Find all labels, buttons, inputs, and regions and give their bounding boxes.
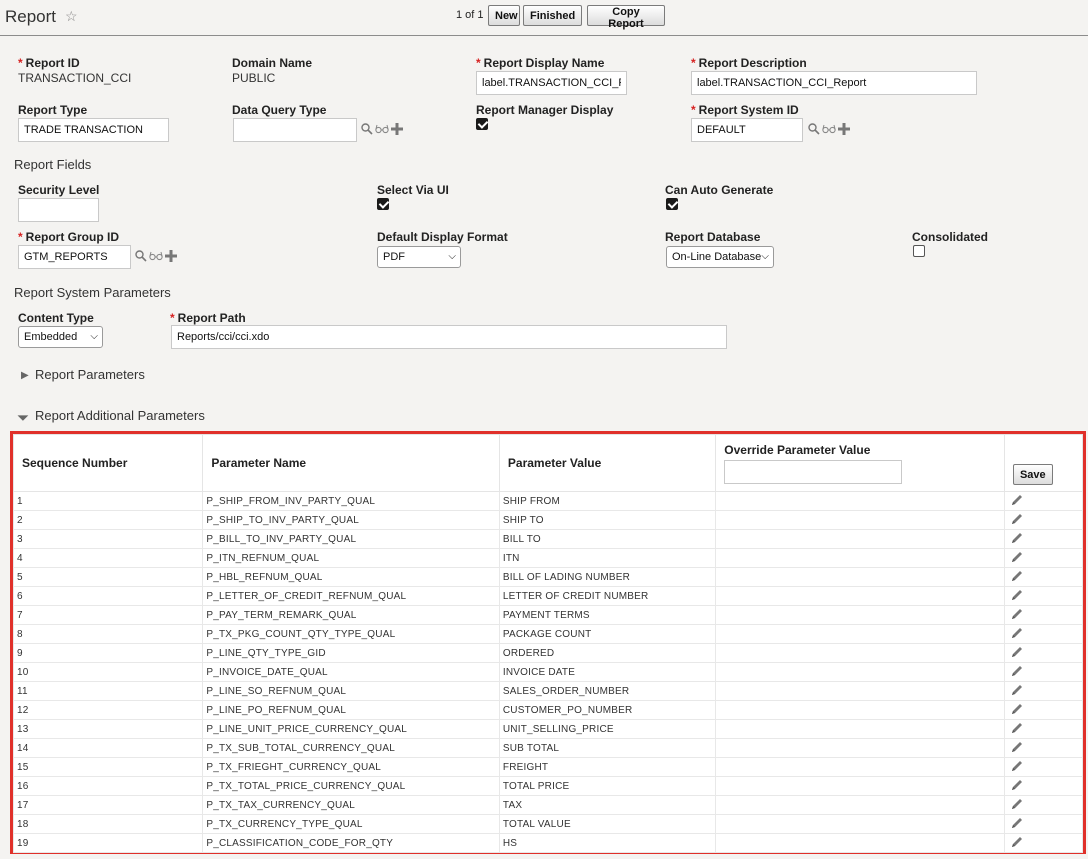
- parameter-name-cell: P_LINE_QTY_TYPE_GID: [203, 644, 500, 663]
- edit-cell: [1004, 625, 1082, 644]
- edit-cell: [1004, 720, 1082, 739]
- parameter-value-cell: BILL TO: [499, 530, 715, 549]
- parameter-name-cell: P_HBL_REFNUM_QUAL: [203, 568, 500, 587]
- override-value-cell[interactable]: [716, 587, 1005, 606]
- new-button[interactable]: New: [488, 5, 520, 26]
- col-actions: [1004, 435, 1082, 492]
- edit-cell: [1004, 492, 1082, 511]
- pencil-icon[interactable]: [1010, 664, 1079, 681]
- pencil-icon[interactable]: [1010, 759, 1079, 776]
- override-value-cell[interactable]: [716, 834, 1005, 853]
- edit-cell: [1004, 739, 1082, 758]
- override-value-cell[interactable]: [716, 682, 1005, 701]
- report-database-select[interactable]: [666, 246, 774, 268]
- table-row[interactable]: [14, 682, 1083, 701]
- table-row[interactable]: [14, 758, 1083, 777]
- parameter-name-cell: P_TX_TOTAL_PRICE_CURRENCY_QUAL: [203, 777, 500, 796]
- parameter-name-cell: P_LINE_UNIT_PRICE_CURRENCY_QUAL: [203, 720, 500, 739]
- sequence-number-cell: 19: [14, 834, 203, 853]
- table-row[interactable]: [14, 815, 1083, 834]
- override-filter-input[interactable]: [724, 460, 902, 484]
- pencil-icon[interactable]: [1010, 816, 1079, 833]
- report-system-parameters-heading: Report System Parameters: [14, 285, 171, 300]
- page-header: [0, 0, 1088, 36]
- sequence-number-cell: 8: [14, 625, 203, 644]
- plus-icon[interactable]: [391, 123, 403, 138]
- parameter-value-cell: HS: [499, 834, 715, 853]
- finished-button[interactable]: Finished: [523, 5, 582, 26]
- col-override-parameter-value: [716, 435, 1005, 492]
- report-fields-heading: Report Fields: [14, 157, 92, 172]
- parameter-name-cell: P_CLASSIFICATION_CODE_FOR_QTY: [203, 834, 500, 853]
- edit-cell: [1004, 796, 1082, 815]
- table-row[interactable]: [14, 777, 1083, 796]
- parameter-name-cell: P_SHIP_TO_INV_PARTY_QUAL: [203, 511, 500, 530]
- data-query-type-icons: [361, 122, 403, 138]
- edit-cell: [1004, 644, 1082, 663]
- edit-cell: [1004, 777, 1082, 796]
- edit-cell: [1004, 701, 1082, 720]
- parameter-value-cell: PAYMENT TERMS: [499, 606, 715, 625]
- pencil-icon[interactable]: [1010, 588, 1079, 605]
- parameters-table-body: [14, 492, 1083, 853]
- edit-cell: [1004, 549, 1082, 568]
- data-query-type-input[interactable]: [233, 118, 357, 142]
- content-type-select[interactable]: [18, 326, 103, 348]
- parameter-name-cell: P_LINE_PO_REFNUM_QUAL: [203, 701, 500, 720]
- parameter-name-cell: P_TX_CURRENCY_TYPE_QUAL: [203, 815, 500, 834]
- pencil-icon[interactable]: [1010, 550, 1079, 567]
- override-value-cell[interactable]: [716, 530, 1005, 549]
- table-row[interactable]: [14, 796, 1083, 815]
- override-value-cell[interactable]: [716, 492, 1005, 511]
- additional-parameters-grid: [10, 431, 1086, 854]
- sequence-number-cell: 9: [14, 644, 203, 663]
- parameter-name-cell: P_INVOICE_DATE_QUAL: [203, 663, 500, 682]
- table-row[interactable]: [14, 568, 1083, 587]
- edit-cell: [1004, 834, 1082, 853]
- edit-cell: [1004, 663, 1082, 682]
- default-display-format-select[interactable]: [377, 246, 461, 268]
- override-value-cell[interactable]: [716, 796, 1005, 815]
- parameter-value-cell: SHIP TO: [499, 511, 715, 530]
- parameter-name-cell: P_LETTER_OF_CREDIT_REFNUM_QUAL: [203, 587, 500, 606]
- table-row[interactable]: [14, 644, 1083, 663]
- override-value-cell[interactable]: [716, 720, 1005, 739]
- pencil-icon[interactable]: [1010, 683, 1079, 700]
- magnifier-icon[interactable]: [361, 123, 373, 138]
- sequence-number-cell: 6: [14, 587, 203, 606]
- chevron-down-icon: ⌵: [448, 251, 456, 262]
- parameter-value-cell: SUB TOTAL: [499, 739, 715, 758]
- report-description-input[interactable]: [691, 71, 977, 95]
- content-type-label: Content Type: [18, 311, 94, 325]
- edit-cell: [1004, 758, 1082, 777]
- sequence-number-cell: 4: [14, 549, 203, 568]
- consolidated-checkbox[interactable]: [913, 245, 925, 257]
- parameter-value-cell: CUSTOMER_PO_NUMBER: [499, 701, 715, 720]
- domain-name-label: Domain Name: [232, 56, 313, 70]
- sequence-number-cell: 14: [14, 739, 203, 758]
- copy-report-button[interactable]: Copy Report: [587, 5, 665, 26]
- parameter-name-cell: P_SHIP_FROM_INV_PARTY_QUAL: [203, 492, 500, 511]
- parameter-value-cell: LETTER OF CREDIT NUMBER: [499, 587, 715, 606]
- pencil-icon[interactable]: [1010, 512, 1079, 529]
- override-value-cell[interactable]: [716, 606, 1005, 625]
- select-via-ui-checkbox[interactable]: [377, 198, 389, 210]
- report-additional-parameters-heading[interactable]: Report Additional Parameters: [35, 408, 205, 423]
- pencil-icon[interactable]: [1010, 531, 1079, 548]
- parameter-value-cell: INVOICE DATE: [499, 663, 715, 682]
- sequence-number-cell: 2: [14, 511, 203, 530]
- table-row[interactable]: [14, 625, 1083, 644]
- parameter-name-cell: P_TX_PKG_COUNT_QTY_TYPE_QUAL: [203, 625, 500, 644]
- consolidated-label: Consolidated: [912, 230, 989, 244]
- parameter-value-cell: TOTAL PRICE: [499, 777, 715, 796]
- sequence-number-cell: 11: [14, 682, 203, 701]
- parameter-name-cell: P_LINE_SO_REFNUM_QUAL: [203, 682, 500, 701]
- parameter-value-cell: UNIT_SELLING_PRICE: [499, 720, 715, 739]
- edit-cell: [1004, 530, 1082, 549]
- parameter-value-cell: FREIGHT: [499, 758, 715, 777]
- select-via-ui-label: Select Via UI: [377, 183, 449, 197]
- report-manager-display-checkbox[interactable]: [476, 118, 488, 130]
- pencil-icon[interactable]: [1010, 702, 1079, 719]
- default-display-format-value: PDF: [383, 251, 405, 263]
- report-system-id-input[interactable]: [691, 118, 803, 142]
- table-row[interactable]: [14, 511, 1083, 530]
- glasses-icon[interactable]: [375, 123, 389, 137]
- parameter-value-cell: BILL OF LADING NUMBER: [499, 568, 715, 587]
- parameter-value-cell: TOTAL VALUE: [499, 815, 715, 834]
- report-group-id-input[interactable]: [18, 245, 131, 269]
- report-database-label: Report Database: [665, 230, 761, 244]
- edit-cell: [1004, 815, 1082, 834]
- table-row[interactable]: [14, 720, 1083, 739]
- plus-icon[interactable]: [838, 123, 850, 138]
- override-value-cell[interactable]: [716, 777, 1005, 796]
- parameter-value-cell: TAX: [499, 796, 715, 815]
- parameter-value-cell: ITN: [499, 549, 715, 568]
- report-type-input[interactable]: [18, 118, 169, 142]
- expand-triangle-icon[interactable]: ▶: [21, 370, 29, 381]
- parameter-value-cell: ORDERED: [499, 644, 715, 663]
- override-value-cell[interactable]: [716, 815, 1005, 834]
- pencil-icon[interactable]: [1010, 569, 1079, 586]
- col-parameter-name: Parameter Name: [203, 435, 500, 492]
- sequence-number-cell: 15: [14, 758, 203, 777]
- col-sequence-number: Sequence Number: [14, 435, 203, 492]
- report-display-name-label: * Report Display Name: [476, 56, 605, 70]
- pencil-icon[interactable]: [1010, 778, 1079, 795]
- sequence-number-cell: 18: [14, 815, 203, 834]
- sequence-number-cell: 7: [14, 606, 203, 625]
- report-database-value: On-Line Database: [672, 251, 762, 263]
- edit-cell: [1004, 587, 1082, 606]
- report-manager-display-label: Report Manager Display: [476, 103, 614, 117]
- parameter-name-cell: P_PAY_TERM_REMARK_QUAL: [203, 606, 500, 625]
- override-value-cell[interactable]: [716, 739, 1005, 758]
- page-title: Report: [5, 7, 57, 26]
- parameters-table: [13, 434, 1083, 853]
- pencil-icon[interactable]: [1010, 607, 1079, 624]
- sequence-number-cell: 13: [14, 720, 203, 739]
- parameter-name-cell: P_TX_FRIEGHT_CURRENCY_QUAL: [203, 758, 500, 777]
- report-parameters-heading[interactable]: Report Parameters: [35, 367, 145, 382]
- sequence-number-cell: 17: [14, 796, 203, 815]
- override-value-cell[interactable]: [716, 511, 1005, 530]
- override-value-cell[interactable]: [716, 758, 1005, 777]
- chevron-down-icon: ⌵: [761, 251, 769, 262]
- save-button[interactable]: Save: [1013, 464, 1053, 485]
- table-row[interactable]: [14, 587, 1083, 606]
- report-system-id-icons: [808, 122, 850, 138]
- table-row[interactable]: [14, 606, 1083, 625]
- col-parameter-value: Parameter Value: [499, 435, 715, 492]
- parameter-value-cell: SALES_ORDER_NUMBER: [499, 682, 715, 701]
- pencil-icon[interactable]: [1010, 493, 1079, 510]
- override-value-cell[interactable]: [716, 549, 1005, 568]
- glasses-icon[interactable]: [822, 123, 836, 137]
- table-row[interactable]: [14, 739, 1083, 758]
- table-row[interactable]: [14, 834, 1083, 853]
- report-id-value: TRANSACTION_CCI: [18, 71, 132, 85]
- sequence-number-cell: 5: [14, 568, 203, 587]
- report-id-label: * Report ID: [18, 56, 80, 70]
- parameter-name-cell: P_BILL_TO_INV_PARTY_QUAL: [203, 530, 500, 549]
- content-type-value: Embedded: [24, 331, 78, 343]
- pencil-icon[interactable]: [1010, 626, 1079, 643]
- pencil-icon[interactable]: [1010, 740, 1079, 757]
- override-value-cell[interactable]: [716, 663, 1005, 682]
- security-level-label: Security Level: [18, 183, 100, 197]
- parameter-value-cell: PACKAGE COUNT: [499, 625, 715, 644]
- pager: 1 of 1: [456, 9, 484, 21]
- security-level-input[interactable]: [18, 198, 99, 222]
- report-description-label: * Report Description: [691, 56, 807, 70]
- override-value-cell[interactable]: [716, 701, 1005, 720]
- default-display-format-label: Default Display Format: [377, 230, 508, 244]
- pencil-icon[interactable]: [1010, 835, 1079, 852]
- report-system-id-label: * Report System ID: [691, 103, 799, 117]
- sequence-number-cell: 10: [14, 663, 203, 682]
- magnifier-icon[interactable]: [808, 123, 820, 138]
- pencil-icon[interactable]: [1010, 645, 1079, 662]
- pencil-icon[interactable]: [1010, 721, 1079, 738]
- sequence-number-cell: 3: [14, 530, 203, 549]
- report-path-input[interactable]: [171, 325, 727, 349]
- table-row[interactable]: [14, 530, 1083, 549]
- magnifier-icon[interactable]: [135, 250, 147, 265]
- plus-icon[interactable]: [165, 250, 177, 265]
- edit-cell: [1004, 606, 1082, 625]
- table-row[interactable]: [14, 549, 1083, 568]
- table-row[interactable]: [14, 663, 1083, 682]
- override-header-label: Override Parameter Value: [724, 443, 871, 457]
- override-value-cell[interactable]: [716, 644, 1005, 663]
- override-value-cell[interactable]: [716, 568, 1005, 587]
- edit-cell: [1004, 511, 1082, 530]
- star-icon[interactable]: ☆: [65, 8, 78, 24]
- can-auto-generate-label: Can Auto Generate: [665, 183, 774, 197]
- parameter-value-cell: SHIP FROM: [499, 492, 715, 511]
- collapse-triangle-icon[interactable]: ◢: [16, 408, 30, 423]
- domain-name-value: PUBLIC: [232, 71, 276, 85]
- report-group-id-icons: [135, 249, 177, 265]
- can-auto-generate-checkbox[interactable]: [666, 198, 678, 210]
- glasses-icon[interactable]: [149, 250, 163, 264]
- parameter-name-cell: P_TX_SUB_TOTAL_CURRENCY_QUAL: [203, 739, 500, 758]
- sequence-number-cell: 16: [14, 777, 203, 796]
- report-type-label: Report Type: [18, 103, 88, 117]
- parameter-name-cell: P_ITN_REFNUM_QUAL: [203, 549, 500, 568]
- pencil-icon[interactable]: [1010, 797, 1079, 814]
- edit-cell: [1004, 568, 1082, 587]
- chevron-down-icon: ⌵: [90, 331, 98, 342]
- table-row[interactable]: [14, 701, 1083, 720]
- sequence-number-cell: 1: [14, 492, 203, 511]
- report-display-name-input[interactable]: [476, 71, 627, 95]
- sequence-number-cell: 12: [14, 701, 203, 720]
- report-path-label: * Report Path: [170, 311, 246, 325]
- table-row[interactable]: [14, 492, 1083, 511]
- parameter-name-cell: P_TX_TAX_CURRENCY_QUAL: [203, 796, 500, 815]
- data-query-type-label: Data Query Type: [232, 103, 327, 117]
- report-group-id-label: * Report Group ID: [18, 230, 119, 244]
- override-value-cell[interactable]: [716, 625, 1005, 644]
- edit-cell: [1004, 682, 1082, 701]
